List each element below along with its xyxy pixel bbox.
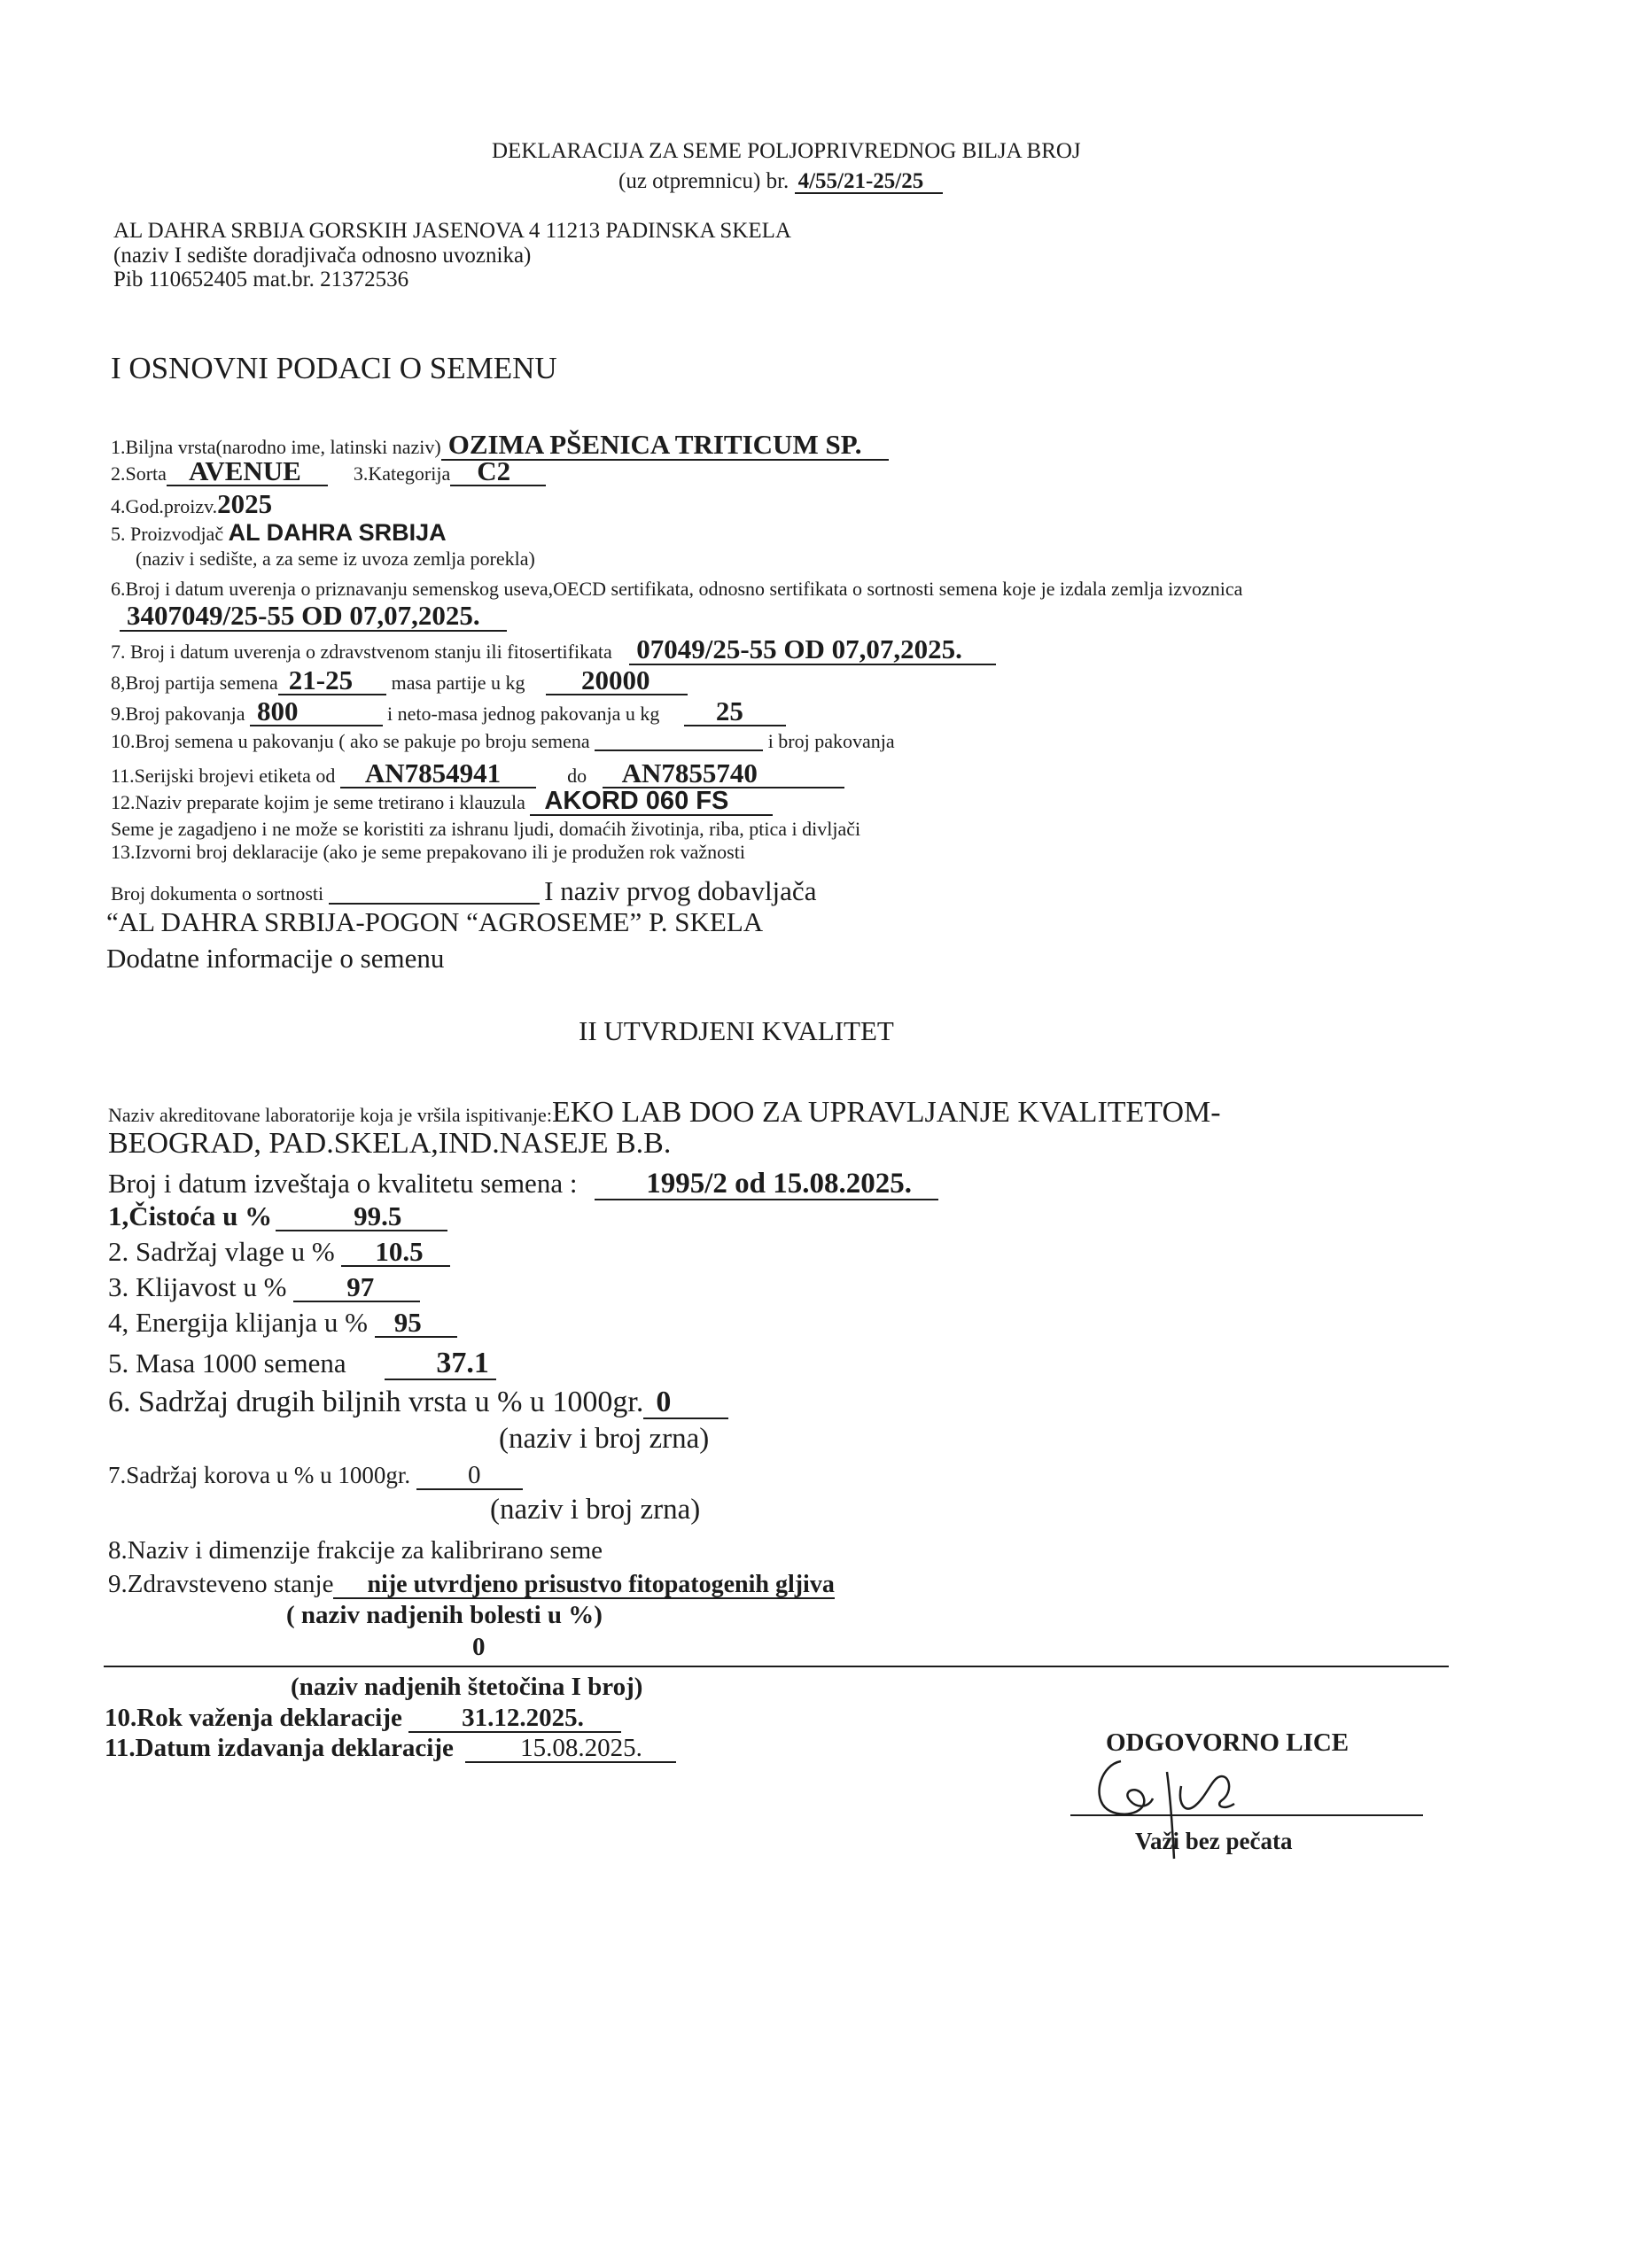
- field-health: [108, 1572, 835, 1599]
- batch-mass-value: 20000: [546, 666, 688, 695]
- producer-label: 5. Proizvodjač: [111, 523, 224, 545]
- moisture-value: 10.5: [341, 1238, 449, 1267]
- thousand-seed-mass-value: 37.1: [385, 1348, 496, 1380]
- germination-value: 97: [293, 1273, 420, 1302]
- laboratory-value-1: EKO LAB DOO ZA UPRAVLJANJE KVALITETOM-: [551, 1096, 1221, 1129]
- plant-species-label: 1.Biljna vrsta(narodno ime, latinski naziv): [111, 436, 441, 458]
- certificate-label: 6.Broj i datum uverenja o priznavanju semenskog useva,OECD sertifikata, odnosno sertifikata o sortnosti semena koje je izdala zemlja izvoznica: [111, 578, 1243, 600]
- producer-value: AL DAHRA SRBIJA: [228, 519, 447, 546]
- report-label: Broj i datum izveštaja o kvalitetu semena :: [108, 1168, 578, 1199]
- batch-label: 8,Broj partija semena: [111, 672, 278, 694]
- variety-document-blank: [329, 885, 540, 905]
- category-value: C2: [450, 457, 546, 486]
- field-packages: [111, 697, 786, 726]
- field-treatment: [111, 788, 773, 816]
- other-species-note: (naziv i broj zrna): [499, 1423, 710, 1455]
- divider-line: [104, 1666, 1449, 1667]
- responsible-person-title: ODGOVORNO LICE: [1106, 1728, 1350, 1757]
- report-value: 1995/2 od 15.08.2025.: [595, 1169, 938, 1200]
- batch-mass-label: masa partije u kg: [391, 672, 525, 694]
- section1-heading: I OSNOVNI PODACI O SEMENU: [111, 351, 557, 385]
- serial-from-value: AN7854941: [340, 759, 536, 788]
- field-producer: [111, 521, 447, 545]
- field-validity: [105, 1705, 621, 1733]
- issue-date-value: 15.08.2025.: [465, 1736, 676, 1763]
- thousand-seed-mass-label: 5. Masa 1000 semena: [108, 1348, 346, 1379]
- field-germination: [108, 1273, 420, 1302]
- calibration-label: 8.Naziv i dimenzije frakcije za kalibrirano seme: [108, 1536, 603, 1565]
- issue-date-label: 11.Datum izdavanja deklaracije: [105, 1734, 454, 1762]
- no-stamp-note: Važi bez pečata: [1135, 1828, 1293, 1854]
- health-note: ( naziv nadjenih bolesti u %): [286, 1601, 603, 1629]
- field-germination-energy: [108, 1309, 457, 1338]
- field-laboratory: [108, 1098, 1221, 1128]
- health-value: nije utvrdjeno prisustvo fitopatogenih gljiva: [333, 1573, 834, 1599]
- moisture-label: 2. Sadržaj vlage u %: [108, 1236, 335, 1267]
- company-note: (naziv I sedište doradjivača odnosno uvoznika): [113, 244, 532, 268]
- production-year-value: 2025: [217, 488, 273, 519]
- serial-label: 11.Serijski brojevi etiketa od: [111, 765, 336, 787]
- germination-label: 3. Klijavost u %: [108, 1271, 287, 1302]
- health-label: 9.Zdravsteveno stanje: [108, 1570, 334, 1598]
- field-weeds: [108, 1463, 523, 1490]
- germination-energy-value: 95: [375, 1309, 457, 1338]
- germination-energy-label: 4, Energija klijanja u %: [108, 1307, 368, 1338]
- variety-label: 2.Sorta: [111, 462, 167, 485]
- field-variety-document: [111, 877, 816, 905]
- packages-label: 9.Broj pakovanja: [111, 703, 245, 725]
- phytosanitary-label: 7. Broj i datum uverenja o zdravstvenom stanju ili fitosertifikata: [111, 641, 612, 663]
- seed-count-blank: [595, 732, 763, 751]
- purity-label: 1,Čistoća u %: [108, 1200, 273, 1231]
- net-mass-value: 25: [684, 697, 786, 726]
- phytosanitary-value: 07049/25-55 OD 07,07,2025.: [629, 635, 996, 665]
- signature-line: [1070, 1814, 1423, 1816]
- variety-value: AVENUE: [167, 457, 328, 486]
- additional-info: Dodatne informacije o semenu: [106, 943, 445, 974]
- field-issue-date: [105, 1736, 676, 1763]
- seed-count-label: 10.Broj semena u pakovanju ( ako se pakuje po broju semena: [111, 730, 590, 752]
- subtitle-prefix: (uz otpremnicu) br.: [618, 169, 789, 193]
- other-species-label: 6. Sadržaj drugih biljnih vrsta u % u 1000gr.: [108, 1386, 644, 1418]
- field-production-year: [111, 490, 272, 517]
- weeds-value: 0: [416, 1463, 524, 1490]
- field-report: [108, 1169, 938, 1200]
- serial-to-value: AN7855740: [603, 759, 844, 788]
- treatment-label: 12.Naziv preparate kojim je seme tretirano i klauzula: [111, 791, 525, 813]
- declaration-number: 4/55/21-25/25: [795, 170, 944, 194]
- purity-value: 99.5: [276, 1202, 447, 1231]
- field-purity: [108, 1202, 447, 1231]
- packages-value: 800: [250, 697, 383, 726]
- field-moisture: [108, 1238, 450, 1267]
- original-declaration-label: 13.Izvorni broj deklaracije (ako je seme prepakovano ili je produžen rok važnosti: [111, 841, 745, 863]
- field-serial-numbers: [111, 759, 844, 788]
- net-mass-label: i neto-masa jednog pakovanja u kg: [387, 703, 660, 725]
- serial-to-label: do: [567, 765, 587, 787]
- producer-note: (naziv i sedište, a za seme iz uvoza zemlja porekla): [136, 548, 535, 570]
- certificate-value: 3407049/25-55 OD 07,07,2025.: [120, 602, 507, 632]
- weeds-note: (naziv i broj zrna): [490, 1494, 701, 1526]
- certificate-value-row: [120, 602, 507, 632]
- field-seed-count: [111, 732, 895, 751]
- treatment-warning: Seme je zagadjeno i ne može se koristiti za ishranu ljudi, domaćih životinja, riba, ptica i divljači: [111, 818, 861, 840]
- seed-count-suffix: i broj pakovanja: [767, 730, 895, 752]
- declaration-title: DEKLARACIJA ZA SEME POLJOPRIVREDNOG BILJA BROJ: [492, 139, 1081, 163]
- laboratory-label: Naziv akreditovane laboratorije koja je vršila ispitivanje:: [108, 1104, 552, 1126]
- field-other-species: [108, 1387, 728, 1419]
- batch-value: 21-25: [278, 666, 386, 695]
- first-supplier-label: I naziv prvog dobavljača: [544, 875, 817, 906]
- field-phytosanitary: [111, 635, 996, 665]
- declaration-subtitle: [618, 170, 943, 194]
- plant-species-value: OZIMA PŠENICA TRITICUM SP.: [441, 431, 889, 461]
- pests-value: 0: [472, 1633, 486, 1661]
- field-variety-category: [111, 457, 546, 486]
- weeds-label: 7.Sadržaj korova u % u 1000gr.: [108, 1462, 411, 1488]
- other-species-value: 0: [643, 1387, 728, 1419]
- section2-heading: II UTVRDJENI KVALITET: [579, 1015, 894, 1046]
- production-year-label: 4.God.proizv.: [111, 495, 218, 517]
- validity-value: 31.12.2025.: [408, 1705, 621, 1733]
- category-label: 3.Kategorija: [353, 462, 451, 485]
- laboratory-value-2: BEOGRAD, PAD.SKELA,IND.NASEJE B.B.: [108, 1127, 672, 1160]
- pests-note: (naziv nadjenih štetočina I broj): [291, 1673, 643, 1701]
- validity-label: 10.Rok važenja deklaracije: [105, 1704, 402, 1732]
- field-thousand-seed-mass: [108, 1348, 496, 1380]
- first-supplier-value: “AL DAHRA SRBIJA-POGON “AGROSEME” P. SKELA: [106, 906, 764, 937]
- variety-document-label: Broj dokumenta o sortnosti: [111, 882, 324, 905]
- treatment-value: AKORD 060 FS: [530, 788, 773, 816]
- field-batch: [111, 666, 688, 695]
- company-line: AL DAHRA SRBIJA GORSKIH JASENOVA 4 11213 PADINSKA SKELA: [113, 219, 791, 243]
- company-ids: Pib 110652405 mat.br. 21372536: [113, 268, 409, 291]
